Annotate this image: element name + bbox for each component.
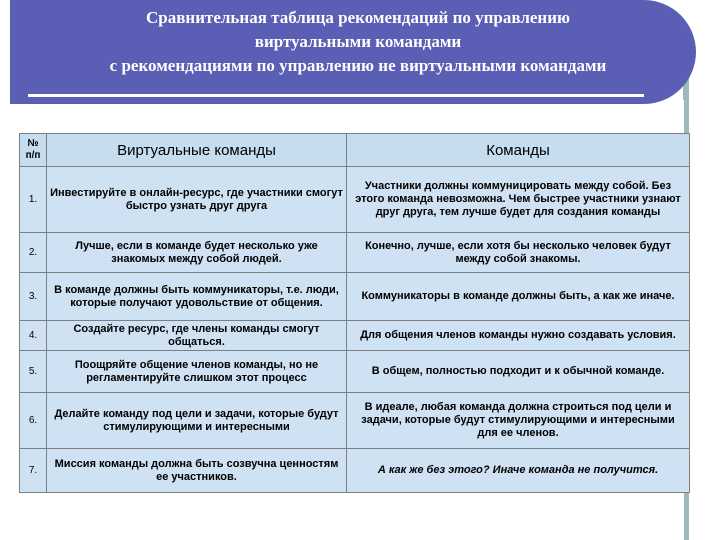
row-number: 5. xyxy=(20,351,47,393)
virtual-recommendation: Поощряйте общение членов команды, но не регламентируйте слишком этот процесс xyxy=(47,351,347,393)
table-row xyxy=(20,393,690,449)
row-number: 2. xyxy=(20,233,47,273)
title-line-3: с рекомендациями по управлению не виртуальными командами xyxy=(109,56,607,75)
team-recommendation: В идеале, любая команда должна строиться под цели и задачи, которые будут стимулирующими и интересными для ее членов. xyxy=(347,393,690,449)
row-number: 7. xyxy=(20,449,47,493)
header-virtual-teams: Виртуальные команды xyxy=(47,134,347,167)
table-header-row xyxy=(20,134,690,167)
row-number: 3. xyxy=(20,273,47,321)
row-number: 6. xyxy=(20,393,47,449)
table-row xyxy=(20,273,690,321)
table-row xyxy=(20,233,690,273)
header-teams: Команды xyxy=(347,134,690,167)
title-line-2: виртуальными командами xyxy=(254,32,462,51)
team-recommendation: Участники должны коммуницировать между собой. Без этого команда невозможна. Чем быстрее участники узнают друг друга, тем лучше будет для создания команды xyxy=(347,167,690,233)
header-number: № п/п xyxy=(20,134,47,167)
team-recommendation: Коммуникаторы в команде должны быть, а как же иначе. xyxy=(347,273,690,321)
page-title xyxy=(28,6,688,78)
table-row xyxy=(20,321,690,351)
virtual-recommendation: Инвестируйте в онлайн-ресурс, где участники смогут быстро узнать друг друга xyxy=(47,167,347,233)
team-recommendation: А как же без этого? Иначе команда не получится. xyxy=(347,449,690,493)
virtual-recommendation: Делайте команду под цели и задачи, которые будут стимулирующими и интересными xyxy=(47,393,347,449)
table-row xyxy=(20,449,690,493)
row-number: 4. xyxy=(20,321,47,351)
comparison-table xyxy=(19,133,690,493)
virtual-recommendation: В команде должны быть коммуникаторы, т.е. люди, которые получают удовольствие от общения. xyxy=(47,273,347,321)
virtual-recommendation: Лучше, если в команде будет несколько уже знакомых между собой людей. xyxy=(47,233,347,273)
title-banner xyxy=(10,0,696,104)
row-number: 1. xyxy=(20,167,47,233)
table-row xyxy=(20,351,690,393)
title-line-1: Сравнительная таблица рекомендаций по управлению xyxy=(146,8,570,27)
banner-underline xyxy=(28,94,644,97)
team-recommendation: Для общения членов команды нужно создавать условия. xyxy=(347,321,690,351)
virtual-recommendation: Миссия команды должна быть созвучна ценностям ее участников. xyxy=(47,449,347,493)
table-row xyxy=(20,167,690,233)
team-recommendation: Конечно, лучше, если хотя бы несколько человек будут между собой знакомы. xyxy=(347,233,690,273)
virtual-recommendation: Создайте ресурс, где члены команды смогут общаться. xyxy=(47,321,347,351)
team-recommendation: В общем, полностью подходит и к обычной команде. xyxy=(347,351,690,393)
